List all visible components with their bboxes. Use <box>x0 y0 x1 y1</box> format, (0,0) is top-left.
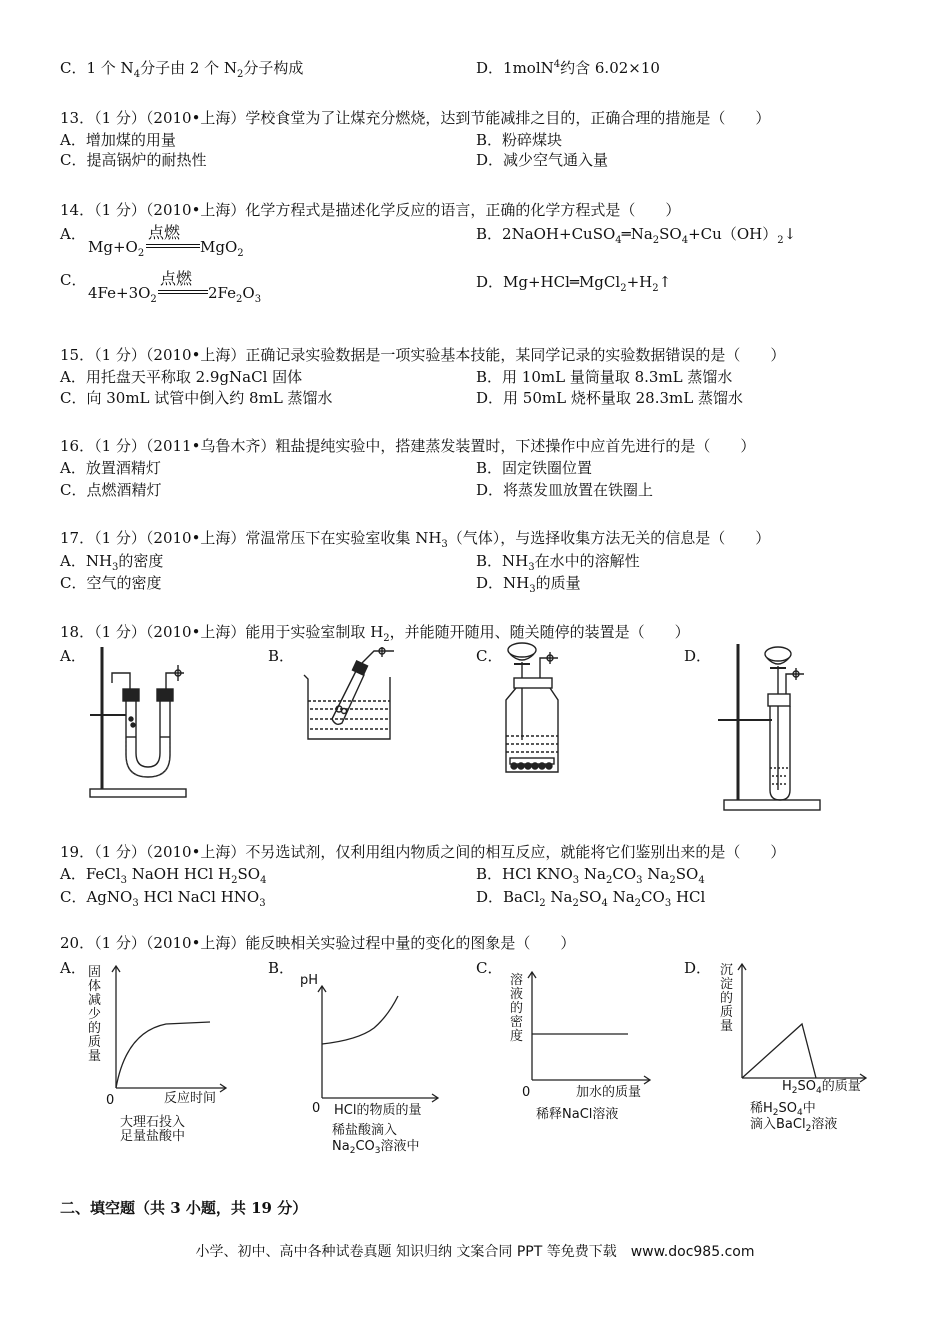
graph-a-ylabel-4: 的 <box>88 1021 102 1036</box>
q14-option-a-equation: 点燃 $Mg+O_2$ MgO$_2$ <box>88 220 268 260</box>
graph-c-ylabel-2: 的 <box>510 1001 524 1016</box>
q16-stem: 16．（1 分）（2011•乌鲁木齐）粗盐提纯实验中，搭建蒸发装置时，下述操作中应首先进行的是（ ） <box>60 437 756 455</box>
q13-option-c[interactable]: C．提高锅炉的耐热性 <box>60 151 207 169</box>
graph-d-curve <box>742 1024 816 1078</box>
q15-option-b[interactable]: B．用 10mL 量筒量取 8.3mL 蒸馏水 <box>476 368 733 386</box>
graph-a-caption-1: 足量盐酸中 <box>120 1129 186 1144</box>
graph-d-ylabel-3: 质 <box>720 1005 734 1020</box>
q15-option-d[interactable]: D．用 50mL 烧杯量取 28.3mL 蒸馏水 <box>476 389 743 407</box>
graph-c-origin: 0 <box>522 1085 531 1100</box>
graph-b-xlabel: HCl的物质的量 <box>334 1103 422 1118</box>
q12-option-d[interactable]: D．1molN$^4$约含 6.02×10 <box>476 59 660 77</box>
q15-option-c[interactable]: C．向 30mL 试管中倒入约 8mL 蒸馏水 <box>60 389 333 407</box>
graph-c-caption: 稀释NaCl溶液 <box>536 1107 619 1122</box>
graph-d-caption-1: 滴入BaCl$_2$溶液 <box>750 1117 838 1134</box>
q17-option-a[interactable]: A．$NH_3$的密度 <box>60 552 164 573</box>
q16-option-b[interactable]: B．固定铁圈位置 <box>476 459 593 477</box>
q18-stem: 18．（1 分）（2010•上海）能用于实验室制取 $H_2$，并能随开随用、随关随停的装置是（ ） <box>60 623 690 644</box>
q20-option-c-label[interactable]: C． <box>476 959 503 977</box>
q17-option-c[interactable]: C．空气的密度 <box>60 574 162 592</box>
q19-stem: 19．（1 分）（2010•上海）不另选试剂，仅利用组内物质之间的相互反应，就能将它们鉴别出来的是（ ） <box>60 843 786 861</box>
q13-option-b[interactable]: B．粉碎煤块 <box>476 131 563 149</box>
graph-c[interactable] <box>506 962 666 1127</box>
graph-b-caption-0: 稀盐酸滴入 <box>332 1123 398 1138</box>
apparatus-c-bottle[interactable] <box>500 640 570 776</box>
q17-option-d[interactable]: D．$NH_3$的质量 <box>476 574 581 595</box>
graph-a-ylabel-6: 量 <box>88 1049 102 1064</box>
reaction-arrow <box>146 244 200 248</box>
q14-option-d[interactable]: D．$Mg+HCl═MgCl_2+H_2↑$ <box>476 273 672 294</box>
q16-option-a[interactable]: A．放置酒精灯 <box>60 459 161 477</box>
q15-option-a[interactable]: A．用托盘天平称取 2.9gNaCl 固体 <box>60 368 303 386</box>
reaction-arrow <box>158 290 208 294</box>
graph-c-ylabel-3: 密 <box>510 1015 524 1030</box>
q16-option-d[interactable]: D．将蒸发皿放置在铁圈上 <box>476 481 654 499</box>
graph-b-caption-1: $Na_2CO_3$溶液中 <box>332 1139 420 1156</box>
apparatus-d-test-tube[interactable] <box>712 640 822 816</box>
q13-option-a[interactable]: A．增加煤的用量 <box>60 131 176 149</box>
graph-b-ylabel: pH <box>300 973 319 988</box>
q19-option-d[interactable]: D．BaCl$_2$ $Na_2SO_4$ $Na_2CO_3$ HCl <box>476 888 706 909</box>
q20-stem: 20．（1 分）（2010•上海）能反映相关实验过程中量的变化的图象是（ ） <box>60 934 576 952</box>
graph-a-curve <box>116 1022 210 1088</box>
graph-a-ylabel-5: 质 <box>88 1035 102 1050</box>
reaction-condition: 点燃 <box>160 269 193 288</box>
graph-a-ylabel-2: 减 <box>88 993 102 1008</box>
q17-stem: 17．（1 分）（2010•上海）常温常压下在实验室收集 $NH_3$（气体），与选择收集方法无关的信息是（ ） <box>60 529 771 550</box>
graph-d-xlabel: $H_2SO_4$的质量 <box>782 1079 861 1096</box>
q14-option-c-label[interactable]: C． <box>60 271 87 289</box>
graph-d-ylabel-4: 量 <box>720 1019 734 1034</box>
graph-a-ylabel-1: 体 <box>88 979 102 994</box>
q20-option-a-label[interactable]: A． <box>60 959 86 977</box>
graph-c-xlabel: 加水的质量 <box>576 1085 642 1100</box>
q19-option-c[interactable]: C．AgNO$_3$ HCl NaCl $HNO_3$ <box>60 888 266 909</box>
q17-option-b[interactable]: B．$NH_3$在水中的溶解性 <box>476 552 640 573</box>
q14-option-c-equation: 点燃 $4Fe+3O_2$ $2Fe_2O_3$ <box>88 266 288 306</box>
graph-a-caption-0: 大理石投入 <box>120 1115 186 1130</box>
graph-a[interactable] <box>86 962 236 1147</box>
q18-option-a-label[interactable]: A． <box>60 647 86 665</box>
graph-c-ylabel-0: 溶 <box>510 973 524 988</box>
apparatus-a-u-tube[interactable] <box>86 643 192 803</box>
q19-option-b[interactable]: B．HCl $KNO_3$ $Na_2CO_3$ $Na_2SO_4$ <box>476 865 705 886</box>
graph-d-ylabel-2: 的 <box>720 991 734 1006</box>
q12-option-c[interactable]: C．1 个 $N_4$分子由 2 个 $N_2$分子构成 <box>60 59 304 80</box>
graph-a-ylabel-3: 少 <box>88 1007 102 1022</box>
q16-option-c[interactable]: C．点燃酒精灯 <box>60 481 162 499</box>
q14-option-a-label[interactable]: A． <box>60 225 86 243</box>
graph-d-caption-0: 稀$H_2SO_4$中 <box>750 1101 816 1118</box>
graph-b[interactable] <box>298 962 448 1157</box>
q18-option-c-label[interactable]: C． <box>476 647 503 665</box>
graph-a-origin: 0 <box>106 1093 115 1108</box>
section-2-heading: 二、填空题（共 3 小题，共 19 分） <box>60 1199 308 1217</box>
graph-d-ylabel-1: 淀 <box>720 977 734 992</box>
reaction-condition: 点燃 <box>148 223 181 242</box>
q18-option-d-label[interactable]: D． <box>684 647 712 665</box>
graph-c-ylabel-4: 度 <box>510 1029 524 1044</box>
q14-stem: 14．（1 分）（2010•上海）化学方程式是描述化学反应的语言，正确的化学方程式是（ ） <box>60 201 681 219</box>
graph-a-ylabel-0: 固 <box>88 965 102 980</box>
q13-option-d[interactable]: D．减少空气通入量 <box>476 151 609 169</box>
graph-b-curve <box>322 996 398 1044</box>
q18-option-b-label[interactable]: B． <box>268 647 295 665</box>
apparatus-b-beaker[interactable] <box>298 647 418 743</box>
graph-b-origin: 0 <box>312 1101 321 1116</box>
page-footer: 小学、初中、高中各种试卷真题 知识归纳 文案合同 PPT 等免费下载 www.doc985.com <box>195 1244 755 1260</box>
q13-stem: 13．（1 分）（2010•上海）学校食堂为了让煤充分燃烧，达到节能减排之目的，正确合理的措施是（ ） <box>60 109 771 127</box>
graph-d[interactable] <box>716 958 876 1138</box>
graph-a-xlabel: 反应时间 <box>164 1091 217 1106</box>
q20-option-b-label[interactable]: B． <box>268 959 295 977</box>
q20-option-d-label[interactable]: D． <box>684 959 712 977</box>
q15-stem: 15．（1 分）（2010•上海）正确记录实验数据是一项实验基本技能，某同学记录的实验数据错误的是（ ） <box>60 346 786 364</box>
graph-d-ylabel-0: 沉 <box>720 963 734 978</box>
q19-option-a[interactable]: A．FeCl$_3$ NaOH HCl $H_2SO_4$ <box>60 865 267 886</box>
graph-c-ylabel-1: 液 <box>510 987 524 1002</box>
q14-option-b[interactable]: B．$2NaOH+CuSO_4═Na_2SO_4+Cu(OH)_2↓$ <box>476 225 797 246</box>
